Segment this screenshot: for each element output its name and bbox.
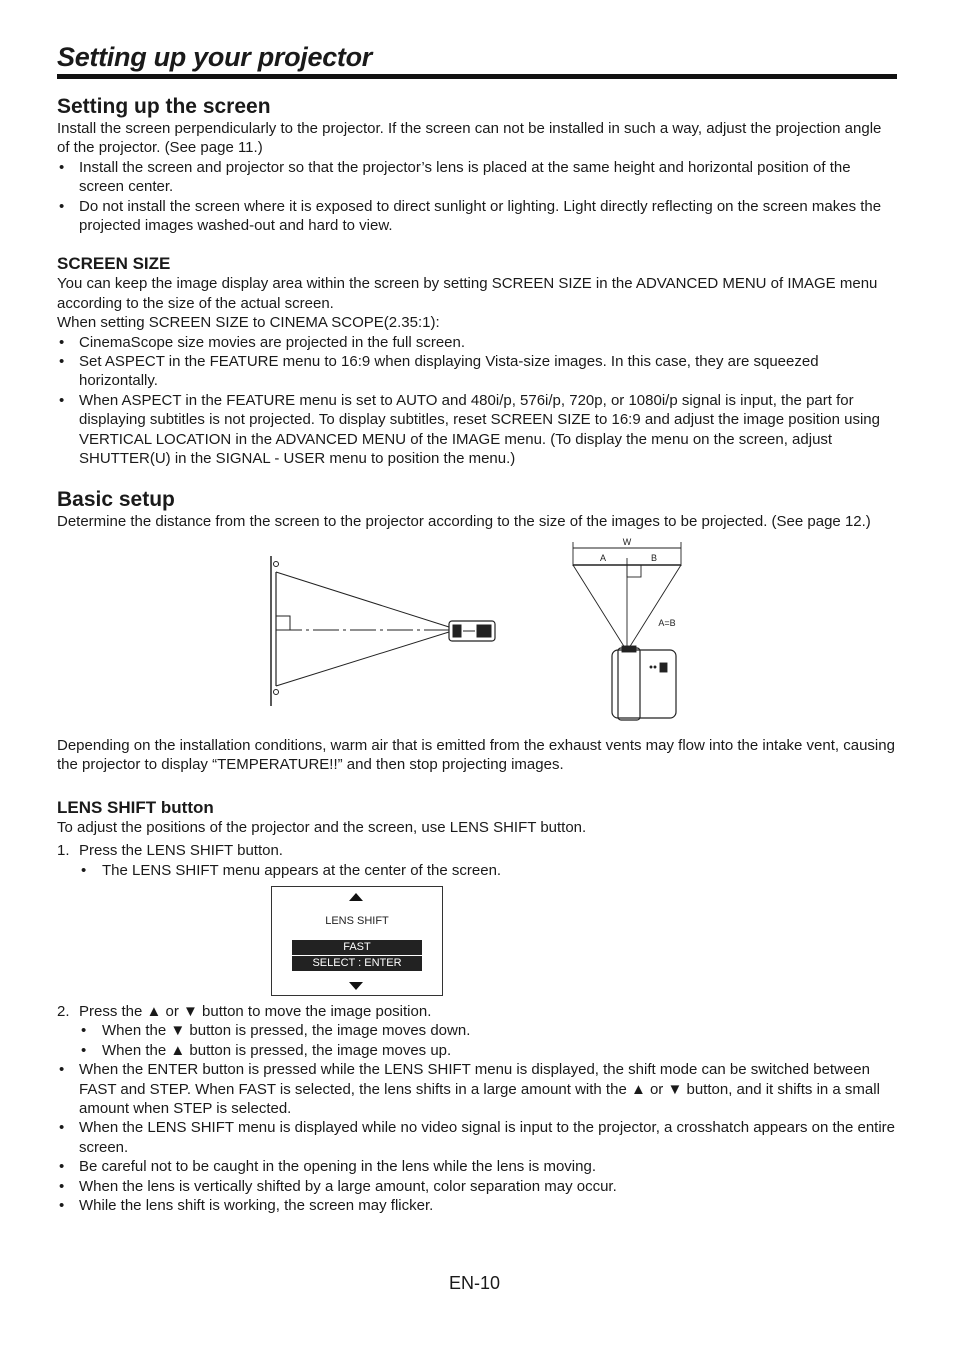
section-intro: To adjust the positions of the projector and the screen, use LENS SHIFT button.	[57, 818, 587, 836]
list-item: • The LENS SHIFT menu appears at the center of the screen.	[57, 861, 897, 880]
top-view	[573, 542, 681, 720]
section-lens-shift	[57, 797, 897, 1216]
menu-select-hint: SELECT : ENTER	[292, 956, 422, 971]
projection-ray-bottom	[276, 632, 449, 686]
section-intro: You can keep the image display area within the screen by setting SCREEN SIZE in the ADVANCED MENU of IMAGE menu according to the size of the actual screen.	[57, 275, 878, 312]
menu-mode: FAST	[292, 940, 422, 955]
subsection-heading: LENS SHIFT button	[57, 797, 214, 817]
step-1	[57, 841, 897, 860]
up-arrow-icon	[349, 893, 363, 901]
down-arrow-icon	[349, 982, 363, 990]
bullet-list	[57, 333, 897, 469]
list-item: • When ASPECT in the FEATURE menu is set to AUTO and 480i/p, 576i/p, 720p, or 1080i/p signal is input, the part for displaying subtitles is not projected. To display subtitles, reset SCREEN SIZE to 16:9 and adjust the image position using VERTICAL LOCATION in the ADVANCED MENU of the IMAGE menu. (To display the menu on the screen, adjust SHUTTER(U) in the SIGNAL - USER menu to position the menu.)	[57, 391, 897, 469]
list-item: • When the ▲ button is pressed, the image moves up.	[57, 1041, 897, 1060]
step-number: 1.	[57, 842, 70, 860]
section-screen-size	[57, 253, 897, 468]
step-text: Press the ▲ or ▼ button to move the image position.	[79, 1002, 432, 1020]
section-heading: Setting up the screen	[57, 95, 271, 118]
step-2	[57, 1002, 897, 1021]
top-ray-left	[573, 565, 625, 648]
list-item: • When the ▼ button is pressed, the image moves down.	[57, 1021, 897, 1040]
lens-shift-menu	[271, 886, 443, 996]
list-item: • Be careful not to be caught in the opening in the lens while the lens is moving.	[57, 1157, 897, 1176]
bullet-list	[57, 158, 897, 236]
menu-title: LENS SHIFT	[325, 914, 389, 927]
step-list	[57, 841, 897, 860]
list-item: • Do not install the screen where it is exposed to direct sunlight or lighting. Light directly reflecting on the screen makes the projected images washed-out and hard to view.	[57, 197, 897, 236]
list-item: • When the ENTER button is pressed while the LENS SHIFT menu is displayed, the shift mode can be switched between FAST and STEP. When FAST is selected, the lens shifts in a large amount with the ▲ or ▼ button, and it shifts in a small amount when STEP is selected.	[57, 1060, 897, 1118]
projector-side-icon	[449, 621, 495, 641]
screen-hook-bottom	[274, 689, 279, 694]
list-item: • Set ASPECT in the FEATURE menu to 16:9 when displaying Vista-size images. In this case, they are squeezed horizontally.	[57, 352, 897, 391]
sub-bullet-list	[57, 861, 897, 880]
top-right-angle-mark	[627, 565, 641, 577]
list-item: • When the lens is vertically shifted by a large amount, color separation may occur.	[57, 1177, 897, 1196]
section-line: When setting SCREEN SIZE to CINEMA SCOPE(2.35:1):	[57, 314, 440, 332]
right-angle-mark	[276, 616, 290, 630]
label-w: W	[622, 536, 632, 547]
list-item: • When the LENS SHIFT menu is displayed while no video signal is input to the projector, a crosshatch appears on the entire screen.	[57, 1118, 897, 1157]
setup-diagram	[57, 536, 897, 726]
section-setting-up-screen	[57, 94, 897, 235]
subsection-heading: SCREEN SIZE	[57, 254, 171, 274]
page-number: EN-10	[449, 1273, 501, 1293]
projection-ray-top	[276, 572, 449, 627]
step-number: 2.	[57, 1002, 70, 1020]
label-a-equals-b: A=B	[658, 617, 676, 628]
list-item: • Install the screen and projector so that the projector’s lens is placed at the same height and horizontal position of the screen center.	[57, 158, 897, 197]
section-intro: Install the screen perpendicularly to the projector. If the screen can not be installed in such a way, adjust the projection angle of the projector. (See page 11.)	[57, 120, 882, 157]
screen-hook-top	[274, 561, 279, 566]
label-b: B	[650, 552, 658, 563]
setup-diagram-svg	[57, 536, 897, 726]
chapter-title: Setting up your projector	[57, 40, 897, 79]
bullet-list	[57, 1060, 897, 1215]
section-intro: Determine the distance from the screen to the projector according to the size of the images to be projected. (See page 12.)	[57, 512, 871, 530]
projector-top-icon	[612, 646, 676, 720]
page	[57, 40, 897, 1215]
list-item: • While the lens shift is working, the screen may flicker.	[57, 1196, 897, 1215]
sub-bullet-list	[57, 1021, 897, 1060]
section-heading: Basic setup	[57, 487, 175, 511]
list-item: • CinemaScope size movies are projected in the full screen.	[57, 333, 897, 352]
section-basic-setup	[57, 487, 897, 775]
step-list	[57, 1002, 897, 1021]
step-text: Press the LENS SHIFT button.	[79, 842, 283, 860]
top-ray-right	[629, 565, 681, 648]
label-a: A	[599, 552, 607, 563]
warm-air-note: Depending on the installation conditions, warm air that is emitted from the exhaust vents may flow into the intake vent, causing the projector to display “TEMPERATURE!!” and then stop projecting images.	[57, 736, 895, 774]
side-view	[271, 556, 495, 706]
